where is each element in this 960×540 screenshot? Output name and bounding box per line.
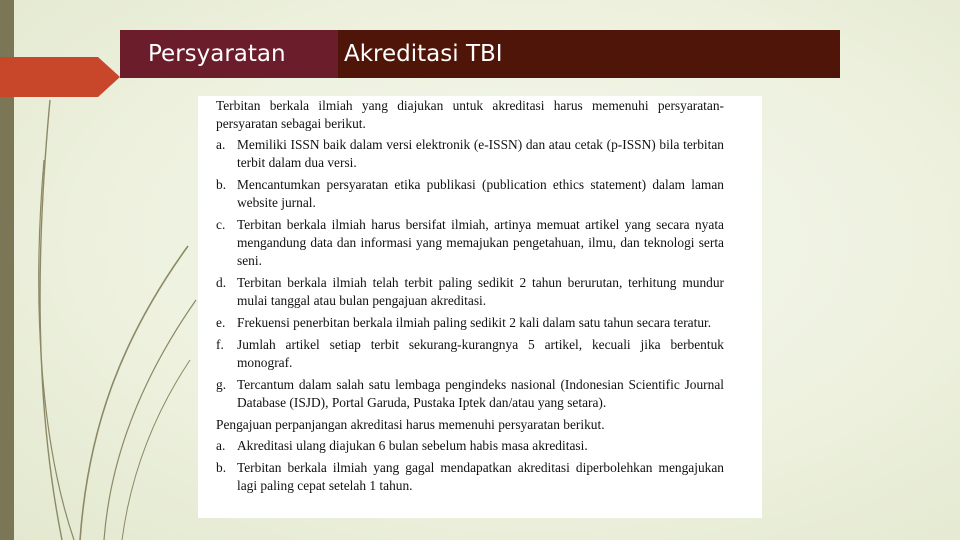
list-text: Akreditasi ulang diajukan 6 bulan sebelum habis masa akreditasi. bbox=[237, 438, 588, 453]
list-text: Jumlah artikel setiap terbit sekurang-kurangnya 5 artikel, kecuali jika berbentuk monograf. bbox=[237, 337, 724, 370]
list-marker: g. bbox=[216, 377, 227, 392]
list-text: Frekuensi penerbitan berkala ilmiah paling sedikit 2 kali dalam satu tahun secara teratur. bbox=[237, 315, 712, 330]
list-item bbox=[216, 274, 724, 310]
list-marker: d. bbox=[216, 275, 227, 290]
list-item bbox=[216, 376, 724, 412]
title-part-1: Persyaratan bbox=[120, 30, 338, 78]
list-text: Tercantum dalam salah satu lembaga pengindeks nasional (Indonesian Scientific Journal Database (ISJD), Portal Garuda, Pustaka Iptek dan/atau yang setara). bbox=[237, 377, 724, 410]
list-text: Terbitan berkala ilmiah yang gagal mendapatkan akreditasi diperbolehkan mengajukan lagi paling cepat setelah 1 tahun. bbox=[237, 460, 724, 493]
list-item bbox=[216, 136, 724, 172]
list-item bbox=[216, 314, 724, 332]
renewal-intro-paragraph: Pengajuan perpanjangan akreditasi harus memenuhi persyaratan berikut. bbox=[216, 417, 605, 432]
list-marker: a. bbox=[216, 137, 226, 152]
list-item bbox=[216, 216, 724, 270]
title-part-2: Akreditasi TBI bbox=[338, 30, 840, 78]
list-marker: e. bbox=[216, 315, 226, 330]
list-item bbox=[216, 437, 724, 455]
list-item bbox=[216, 459, 724, 495]
document-image bbox=[198, 96, 762, 518]
list-text: Memiliki ISSN baik dalam versi elektronik (e-ISSN) dan atau cetak (p-ISSN) bila terbitan terbit dalam dua versi. bbox=[237, 137, 724, 170]
list-text: Terbitan berkala ilmiah telah terbit paling sedikit 2 tahun berurutan, terhitung mundur mulai tanggal atau bulan pengajuan akreditasi. bbox=[237, 275, 724, 308]
title-bar bbox=[120, 30, 840, 78]
list-item bbox=[216, 336, 724, 372]
intro-paragraph: Terbitan berkala ilmiah yang diajukan untuk akreditasi harus memenuhi persyaratan-persyaratan sebagai berikut. bbox=[216, 98, 724, 131]
list-text: Mencantumkan persyaratan etika publikasi (publication ethics statement) dalam laman website jurnal. bbox=[237, 177, 724, 210]
list-text: Terbitan berkala ilmiah harus bersifat ilmiah, artinya memuat artikel yang secara nyata mengandung data dan informasi yang memajukan pengetahuan, ilmu, dan teknologi serta seni. bbox=[237, 217, 724, 268]
list-marker: a. bbox=[216, 438, 226, 453]
title-arrow-tab bbox=[0, 57, 120, 97]
list-marker: f. bbox=[216, 337, 224, 352]
list-marker: b. bbox=[216, 460, 227, 475]
list-marker: b. bbox=[216, 177, 227, 192]
list-item bbox=[216, 176, 724, 212]
list-marker: c. bbox=[216, 217, 226, 232]
